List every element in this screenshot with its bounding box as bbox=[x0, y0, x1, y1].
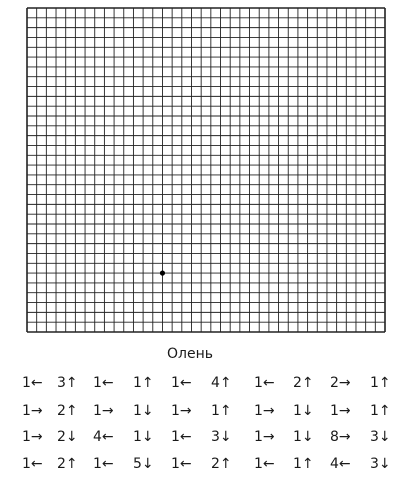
command-step: 4← bbox=[330, 456, 351, 472]
command-step: 1↑ bbox=[370, 403, 391, 419]
command-step: 1→ bbox=[93, 403, 114, 419]
command-step: 5↓ bbox=[133, 456, 154, 472]
command-step: 2↑ bbox=[57, 456, 78, 472]
command-step: 8→ bbox=[330, 429, 351, 445]
command-step: 1↓ bbox=[293, 403, 314, 419]
command-step: 1↑ bbox=[133, 375, 154, 391]
command-step: 3↑ bbox=[57, 375, 78, 391]
command-step: 1← bbox=[171, 456, 192, 472]
command-step: 1← bbox=[171, 375, 192, 391]
command-step: 1↑ bbox=[211, 403, 232, 419]
command-step: 1↓ bbox=[133, 403, 154, 419]
command-step: 1→ bbox=[22, 403, 43, 419]
command-step: 1← bbox=[254, 375, 275, 391]
command-step: 1← bbox=[93, 375, 114, 391]
grid-canvas bbox=[26, 7, 386, 333]
start-point-dot bbox=[160, 270, 165, 275]
command-step: 1→ bbox=[171, 403, 192, 419]
command-step: 1← bbox=[93, 456, 114, 472]
command-step: 4↑ bbox=[211, 375, 232, 391]
command-step: 2→ bbox=[330, 375, 351, 391]
drawing-grid bbox=[26, 7, 386, 333]
command-step: 3↓ bbox=[370, 456, 391, 472]
command-step: 1↓ bbox=[293, 429, 314, 445]
command-step: 3↓ bbox=[370, 429, 391, 445]
command-step: 1↑ bbox=[370, 375, 391, 391]
command-step: 1→ bbox=[22, 429, 43, 445]
command-step: 3↓ bbox=[211, 429, 232, 445]
grid-background bbox=[26, 7, 386, 333]
command-row bbox=[0, 454, 412, 474]
page-title: Олень bbox=[167, 346, 213, 362]
command-step: 2↑ bbox=[293, 375, 314, 391]
command-step: 4← bbox=[93, 429, 114, 445]
command-step: 1← bbox=[254, 456, 275, 472]
command-step: 1↑ bbox=[293, 456, 314, 472]
command-step: 1← bbox=[171, 429, 192, 445]
command-row bbox=[0, 401, 412, 421]
command-row bbox=[0, 427, 412, 447]
command-step: 2↑ bbox=[57, 403, 78, 419]
command-step: 1→ bbox=[330, 403, 351, 419]
command-row bbox=[0, 373, 412, 393]
command-step: 1↓ bbox=[133, 429, 154, 445]
command-step: 1← bbox=[22, 456, 43, 472]
command-step: 1→ bbox=[254, 403, 275, 419]
command-step: 1← bbox=[22, 375, 43, 391]
command-step: 2↓ bbox=[57, 429, 78, 445]
command-step: 2↑ bbox=[211, 456, 232, 472]
command-step: 1→ bbox=[254, 429, 275, 445]
